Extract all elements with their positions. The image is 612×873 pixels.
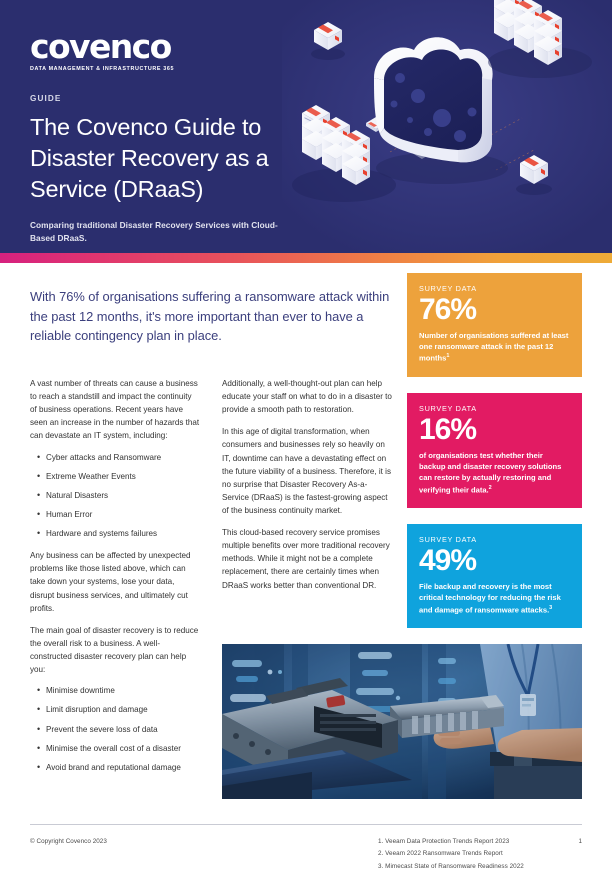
survey-card-label: SURVEY DATA: [419, 284, 477, 293]
reference-item: 2. Veeam 2022 Ransomware Trends Report: [378, 850, 503, 858]
survey-card-16: [407, 393, 582, 508]
survey-card-label: SURVEY DATA: [419, 535, 477, 545]
page-number: 1: [578, 838, 582, 845]
body-column-left: [30, 377, 200, 783]
left-paragraph-2: Any business can be affected by unexpected problems like those listed above, which can take down your systems, lose your data, disrupt business services, and ultimately cut profits.: [30, 551, 191, 613]
page-title: The Covenco Guide to Disaster Recovery as a Service (DRaaS): [30, 114, 269, 203]
survey-card-footnote: 2: [488, 484, 492, 491]
list-item: • Extreme Weather Events: [46, 471, 200, 483]
threats-list: [30, 452, 200, 541]
list-item: • Limit disruption and damage: [46, 704, 200, 716]
survey-card-76: [407, 273, 582, 377]
list-item: • Avoid brand and reputational damage: [46, 762, 200, 774]
survey-data-cards: [407, 273, 582, 644]
survey-card-value: 16%: [419, 413, 477, 447]
copyright-text: © Copyright Covenco 2023: [30, 838, 107, 845]
logo-wordmark: covenco: [30, 27, 171, 66]
list-item: • Hardware and systems failures: [46, 528, 200, 540]
body-column-middle: [222, 377, 392, 601]
list-item: • Natural Disasters: [46, 490, 200, 502]
brand-gradient-divider: [0, 253, 612, 263]
list-item: • Cyber attacks and Ransomware: [46, 452, 200, 464]
survey-card-49: [407, 524, 582, 628]
recovery-benefits-list: [30, 685, 200, 774]
reference-list: [378, 836, 524, 873]
survey-card-description-text: File backup and recovery is the most critical technology for reducing the risk and damage of ransomware attacks.: [419, 582, 561, 615]
middle-paragraph-3: This cloud-based recovery service promises multiple benefits over more traditional recovery methods. While it might not be a complete replacement, there are certainly times when DRaaS works better than conventional DR.: [222, 528, 390, 590]
survey-card-footnote: 3: [549, 604, 553, 611]
survey-card-value: 49%: [419, 544, 477, 578]
reference-item: 3. Mimecast State of Ransomware Readiness 2022: [378, 862, 524, 870]
reference-item: 1. Veeam Data Protection Trends Report 2023: [378, 838, 510, 845]
logo-tagline: DATA MANAGEMENT & INFRASTRUCTURE 365: [30, 66, 175, 72]
list-item: • Minimise downtime: [46, 685, 200, 697]
middle-paragraph-1: Additionally, a well-thought-out plan can help educate your staff on what to do in a disaster to provide a smooth path to restoration.: [222, 379, 392, 415]
hero-illustration: [282, 0, 612, 253]
covenco-logo: [30, 27, 330, 72]
left-paragraph-3: The main goal of disaster recovery is to reduce the overall risk to a business. A well-constructed disaster recovery plan can help you:: [30, 625, 199, 675]
page-subtitle: Comparing traditional Disaster Recovery Services with Cloud-Based DRaaS.: [30, 220, 278, 244]
footer-divider: [30, 824, 582, 825]
survey-card-label: SURVEY DATA: [419, 404, 477, 414]
list-item: • Minimise the overall cost of a disaster: [46, 743, 200, 755]
survey-card-footnote: 1: [446, 353, 450, 360]
survey-card-description-text: of organisations test whether their backup and disaster recovery solutions can restore by actually restoring and verifying their data.: [419, 450, 562, 495]
survey-card-description: [419, 330, 570, 364]
list-item: • Human Error: [46, 509, 200, 521]
survey-card-description: [419, 581, 570, 615]
hero-banner: [0, 0, 612, 253]
survey-card-description: [419, 450, 570, 495]
intro-statement: With 76% of organisations suffering a ransomware attack within the past 12 months, it's more important than ever to have a reliable contingency plan in place.: [30, 289, 390, 344]
survey-card-value: 76%: [419, 293, 477, 326]
left-paragraph-1: A vast number of threats can cause a business to reach a standstill and impact the continuity of business operations. Recent years have seen an increase in the number of hazards that can devastate an IT system, including:: [30, 379, 200, 441]
middle-paragraph-2: In this age of digital transformation, when consumers and businesses rely so heavily on IT, downtime can have a devastating effect on the future viability of a business. Therefore, it is no surprise that Disaster Recovery As-a-Service (DRaaS) is the fastest-growing aspect of the business continuity market.: [222, 427, 392, 515]
survey-card-description-text: Number of organisations suffered at least one ransomware attack in the past 12 months: [419, 330, 569, 363]
list-item: • Prevent the severe loss of data: [46, 724, 200, 736]
document-kicker: GUIDE: [30, 94, 62, 103]
datacenter-photo: [222, 644, 582, 799]
